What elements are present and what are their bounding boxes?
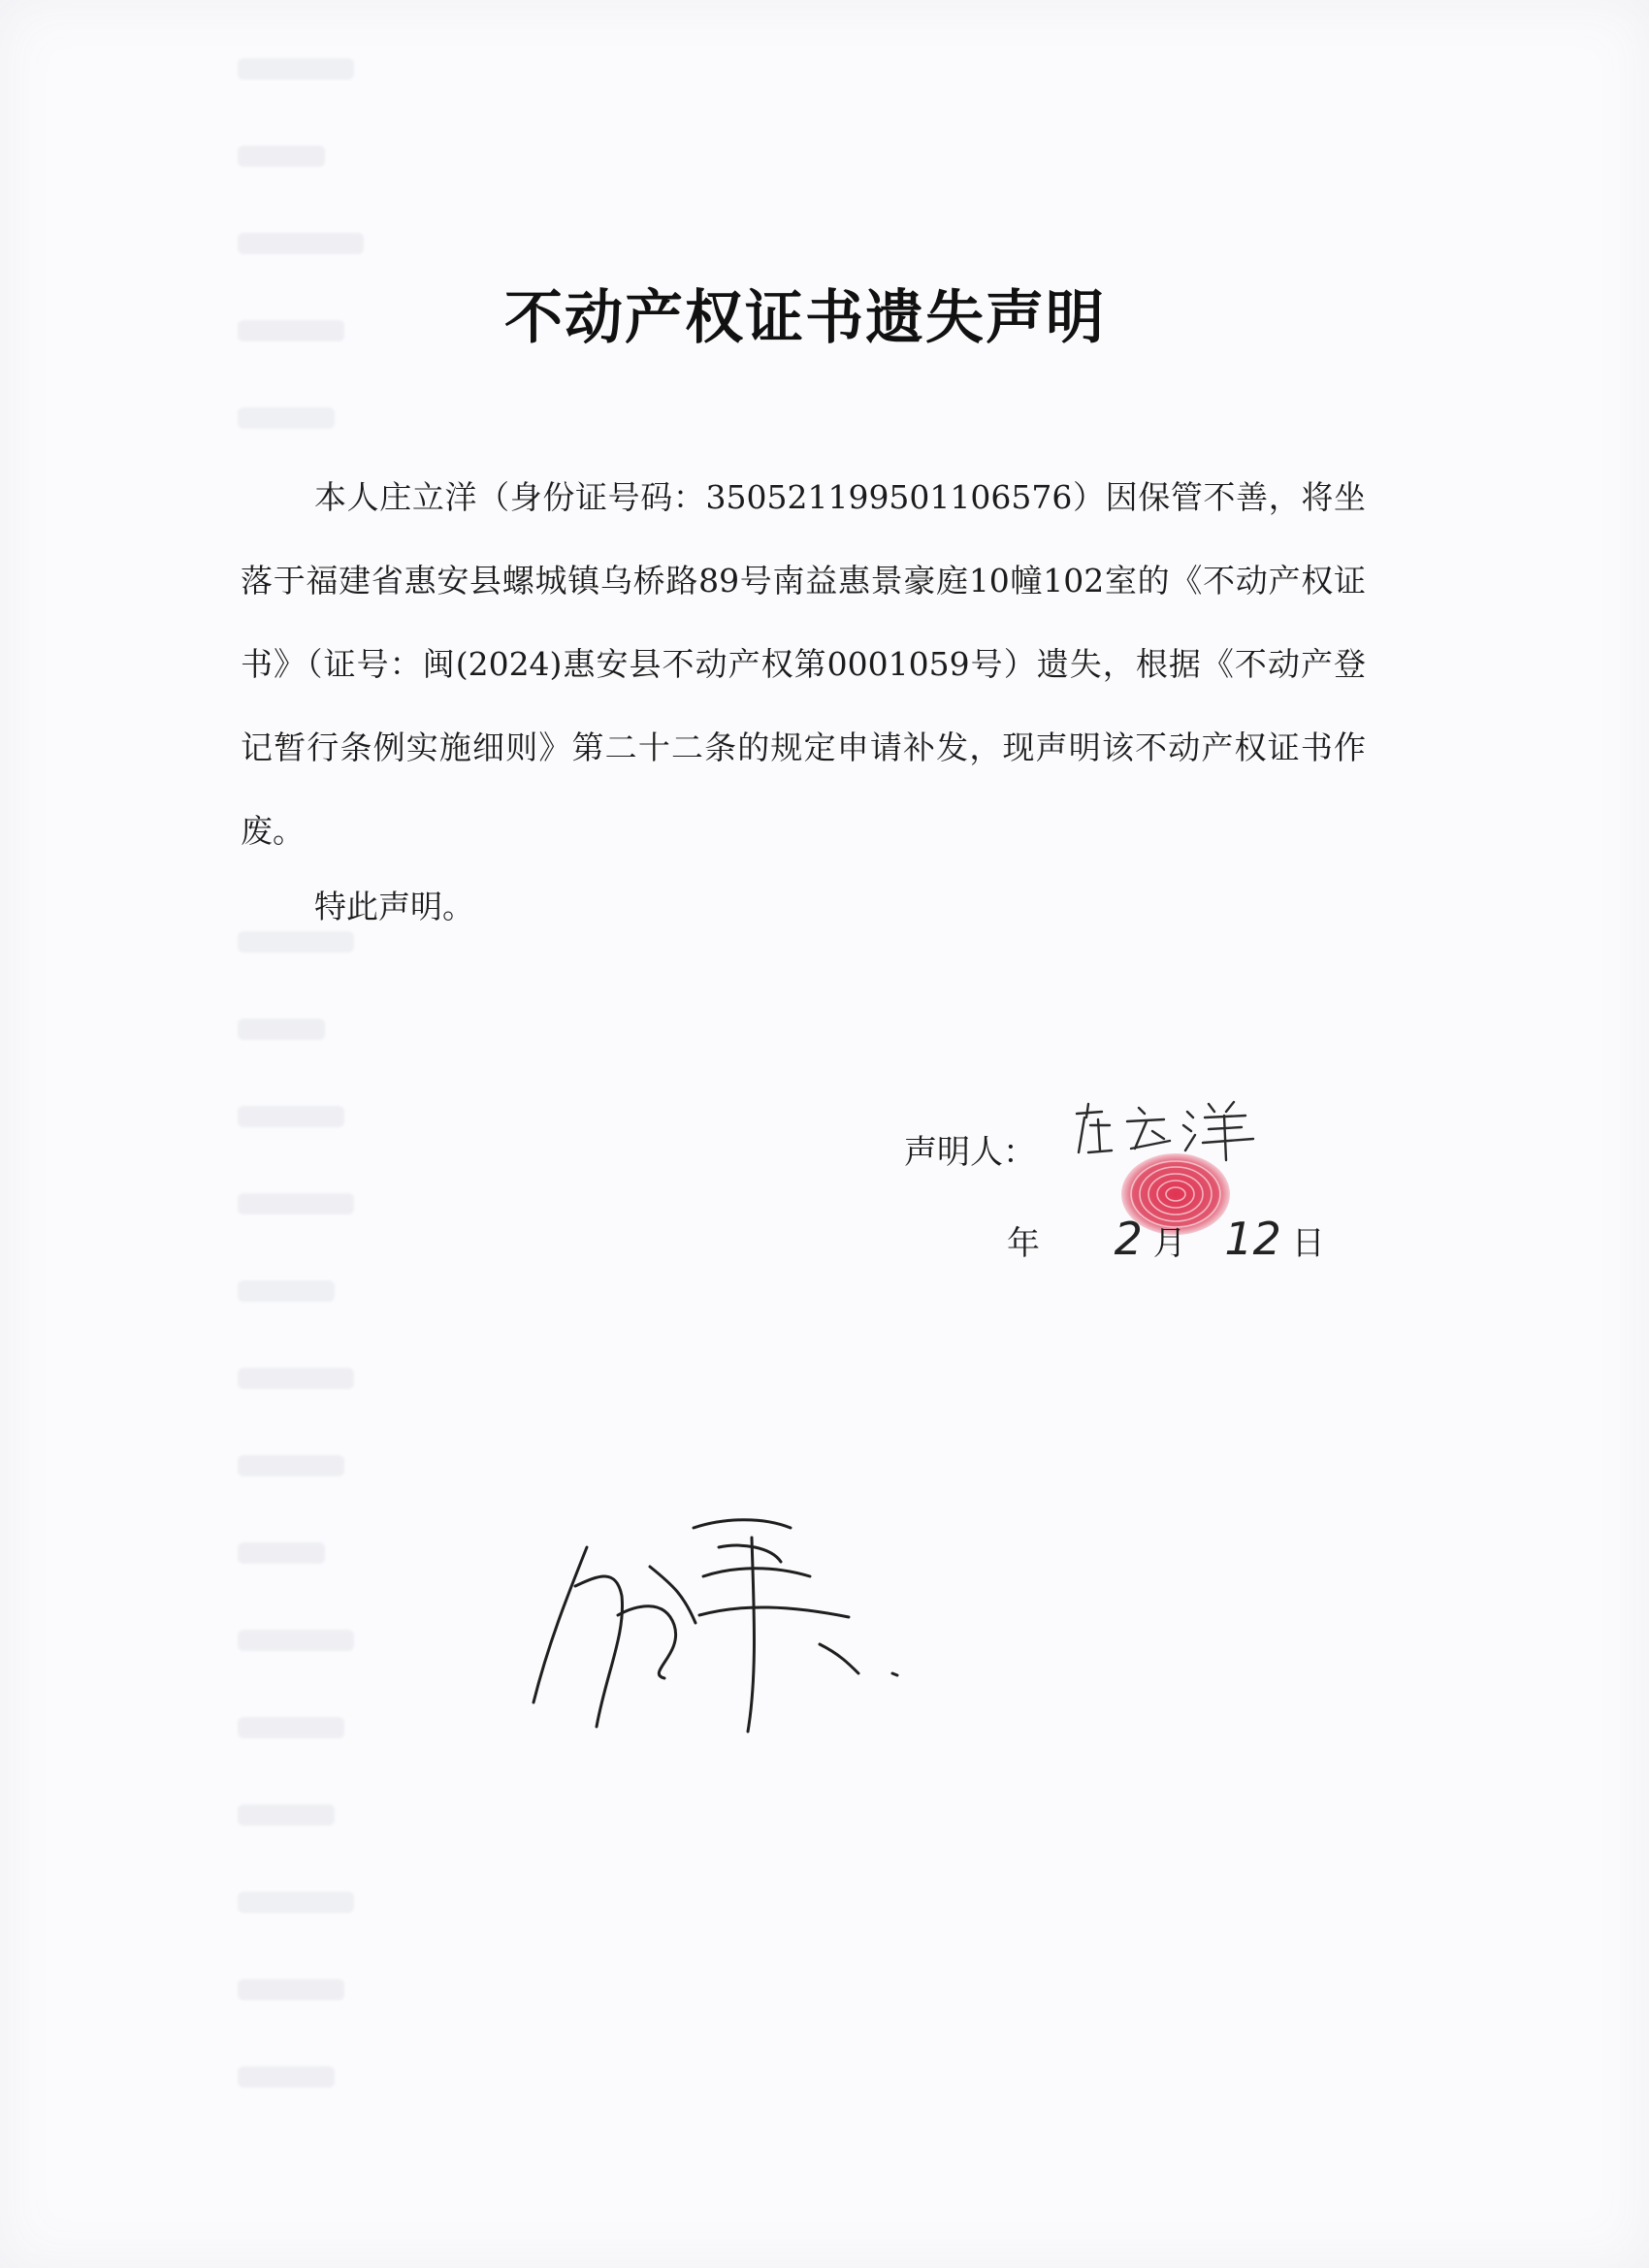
document-title: 不动产权证书遗失声明 xyxy=(504,284,1106,352)
date-day-value: 12 xyxy=(1224,1213,1281,1265)
date-day-label: 日 xyxy=(1291,1224,1325,1263)
declaration-body: 本人庄立洋（身份证号码：350521199501106576）因保管不善，将坐落于福建省惠安县螺城镇乌桥路89号南益惠景豪庭10幢102室的《不动产权证书》（证号：闽(2024)惠安县不动产权第0001059号）遗失，根据《不动产登记暂行条例实施细则》第二十二条的规定申请补发，现声明该不动产权证书作废。 xyxy=(241,478,1366,850)
date-line xyxy=(1007,1213,1325,1265)
date-month-label: 月 xyxy=(1152,1224,1186,1263)
closing-statement: 特此声明。 xyxy=(314,888,474,925)
declarant-label: 声明人： xyxy=(904,1133,1036,1172)
declarant-line xyxy=(904,1125,1036,1173)
bleed-through-texture xyxy=(228,39,422,2205)
handwritten-signature xyxy=(529,1508,907,1736)
date-year-label: 年 xyxy=(1007,1224,1040,1263)
date-month-value: 2 xyxy=(1114,1213,1143,1265)
